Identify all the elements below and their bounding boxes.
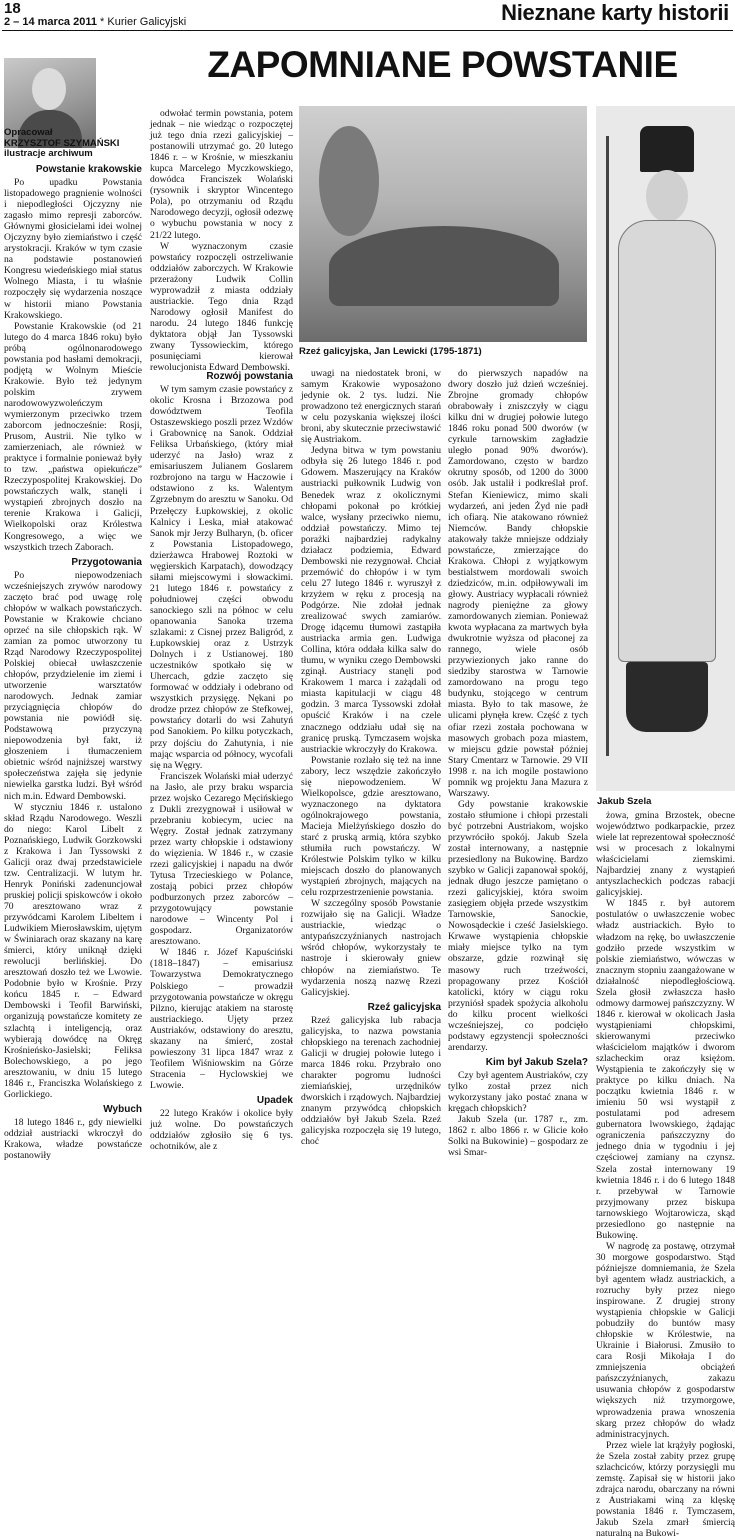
paragraph: Franciszek Wolański miał uderzyć na Jasło, ale przy braku wsparcia przez wojsko Cezarego Męcińskiego z Dukli zrezygnował i usiłował w przebraniu kobiecym, uciec na Węgry. Został jednak zatrzymany przez warty chłopskie i odstawiony do więzienia. W 1846 r., w czasie rzezi galicyjskiej i napadu na dwór Tytusa Trzecieskiego w Polance, zostają pobici przez chłopów podburzonych przez zaborców – przygotowujący powstanie narodowe – Wincenty Pol i gospodarz. Organizatorów aresztowano. [150, 770, 293, 948]
byline-credit: ilustracje archiwum [4, 148, 93, 159]
paragraph: do pierwszych napadów na dwory doszło już dzień wcześniej. Zbrojne gromady chłopów obrabowały i zniszczyły w ciągu kilku dni w drugiej połowie lutego 1846 roku ponad 500 dworów (w cyrkule tarnowskim zagładzie uległo ponad 90% dworów). Zamordowano, często w bardzo okrutny sposób, od 1200 do 3000 osób. Jak ustalił i podkreślał prof. Stefan Kieniewicz, mimo skali wydarzeń, ani jeden Żyd nie padł ich ofiarą. Nie atakowano również Niemców. Bandy chłopskie atakowały także mniejsze oddziały powstańcze, zmierzające do Krakowa. Chłopi z wyjątkowym bestialstwem mordowali swoich dziedziców, m.in. odpiłowywali im głowy. Austriacy wypłacali również nagrody pieniężne za głowy zamordowanych ziemian. Ponieważ kwota wypłacana za martwych była dwukrotnie wyższa od płaconej za rannego, wiele osób przywiezionych jako ranne do siedziby starostwa w Tarnowie zamordowano na progu tego budynku, stojącego w centrum miasta. Było to tak masowe, że ulicami płynęła krew. Część z tych ofiar rzezi została pochowana w masowych grobach poza miastem, w miejscu gdzie powstał później Stary Cmentarz w Tarnowie. 29 VII 1998 r. na ich mogile postawiono pomnik wg projektu Jana Mazura z Warszawy. [448, 368, 588, 799]
article-headline: ZAPOMNIANE POWSTANIE [207, 44, 678, 85]
subheading: Przygotowania [71, 556, 142, 568]
subheading: Kim był Jakub Szela? [485, 1056, 588, 1068]
byline [4, 128, 119, 160]
column-4 [448, 368, 588, 1159]
paragraph: Powstanie rozlało się też na inne zabory, lecz wszędzie zakończyło się niepowodzeniem. W Wielkopolsce, gdzie aresztowano, wyznaczonego na dyktatora ogólnokrajowego powstania, Macieja Mielżyńskiego doszło do starć z pruską armią, która szybko stłumiła ruch powstańczy. W Królestwie Polskim tylko w kilku miejscach doszło do planowanych wystąpień zbrojnych, mających na celu rozprzestrzenienie powstania. [301, 754, 441, 899]
portrait-head [646, 170, 688, 222]
issue-date [4, 16, 186, 28]
main-illustration-caption: Rzeź galicyjska, Jan Lewicki (1795-1871) [299, 346, 482, 357]
portrait-coat [618, 220, 716, 662]
paragraph: W styczniu 1846 r. ustalono skład Rządu Narodowego. Weszli do niego: Karol Libelt z Poznańskiego, Ludwik Gorzkowski z Krakowa i Jan Tyssowski z Galicji oraz dwaj przedstawiciele tzw. Centralizacji. W lutym hr. Henryk Poniński zadenuncjował pruskiej policji spiskowców i około 70 aresztowano wraz z przywódcami Karolem Libeltem i Ludwikiem Mierosławskim, ujętym w Świniarach oraz skazany na karę śmierci, który uniknął dzięki rewolucji berlińskiej. Do aresztowań doszło też we Lwowie. Podobnie było w Krośnie. Przy końcu 1845 r. – Edward Dembowski i Teofil Barwiński, organizują powstańcze komitety ze szlachtą i inteligencją, oraz wybierają dowódcę na Okręg Krośnieńsko-Jasielski; Feliksa Bolechowskiego, a po jego aresztowaniu, w dniu 15 lutego 1846 r., Franciszka Wolańskiego z Gorlickiego. [4, 801, 142, 1100]
paragraph: Powstanie Krakowskie (od 21 lutego do 4 marca 1846 roku) było próbą ogólnonarodowego powstania pod hasłami demokracji, podjętą w Wolnym Mieście Krakowie. Było też jedynym polskim zrywem narodowowyzwoleńczym wymierzonym przeciwko trzem zaborcom jednocześnie: Rosji, Prusom, Austrii. Nie tylko w zamierzeniach, ale również w praktyce i formalnie ponieważ były to tzw. „państwa opiekuńcze” Rzeczypospolitej Krakowskiej. Do powstańczych walk, stanęli i wystąpień zbrojnych doszło na terenie Krakowa i Galicji, Wielkopolski oraz Królestwa Kongresowego, a więc we wszystkich trzech Zaborach. [4, 320, 142, 553]
paragraph: W tym samym czasie powstańcy z okolic Krosna i Brzozowa pod dowództwem Teofila Ostaszewskiego poszli przez Wzdów i Grabownicę na Sanok. Oddział Feliksa Urbańskiego, (który miał uderzyć na Jasło) wraz z emisariuszem Julianem Goslarem rozbrojono na targu w Haczowie i odstawiono z ks. Walentym Zgrzebnym do aresztu w Sanoku. Od Przełęczy Łupkowskiej, z okolic Kalnicy i Leska, miał atakować Sanok mjr Jerzy Bulharyn, (b. oficer z Powstania Listopadowego, dzierżawca Hrabowej Roztoki w węgierskich Karpatach), dowodzący siłami miejscowymi i słowackimi. 21 lutego 1846 r. powstańcy z południowej części obwodu sanockiego szli na północ w celu opanowania Sanoka trzema szlakami: z Cisnej przez Baligród, z Łupkowskiej oraz z Ustrzyk Dolnych i z Ustianowej. 180 uczestników spotkało się w Uhercach, gdzie zaczęto się formować w oddziały i odebrano od wszystkich przysięgę. Nękani po drodze przez chłopów ze Stefkowej, powstańcy dotarli do wsi Zahutyń pod Sanokiem. Po kilku potyczkach, przy dojściu do Zahutynia, i nie mając wsparcia od północy, wycofali się na Węgry. [150, 384, 293, 771]
subheading: Upadek [256, 1095, 293, 1106]
paragraph: Jakub Szela (ur. 1787 r., zm. 1862 r. albo 1866 r. w Glicie koło Solki na Bukowinie) – gospodarz ze wsi Smar- [448, 1114, 588, 1159]
subheading: Rozwój powstania [206, 371, 293, 382]
subheading: Wybuch [103, 1103, 142, 1115]
portrait-hat [640, 126, 694, 172]
paragraph: W 1846 r. Józef Kapuściński (1818–1847) – emisariusz Towarzystwa Demokratycznego Polskiego – prowadził przygotowania powstańcze w okręgu Pilzno, kierując atakiem na starostę austriackiego. Ujęty przez Austriaków, odstawiony do aresztu, skazany na śmierć, został powieszony 31 lipca 1847 wraz z Teofilem Wiśniowskim na Górze Stracenia – Hyclowskiej we Lwowie. [150, 947, 293, 1091]
paragraph: Przez wiele lat krążyły pogłoski, że Szela został zabity przez grupę szlachciców, którzy porzysięgli mu zemstę. Zapisał się w historii jako zdrajca narodu, obarczany na równi z Austriakami winą za klęskę powstania 1846 r. Tymczasem, Jakub Szela zmarł śmiercią naturalną na Bukowi- [596, 1439, 735, 1539]
author-face [32, 68, 66, 110]
subheading: Powstanie krakowskie [35, 164, 142, 175]
paragraph: W nagrodę za postawę, otrzymał 30 morgowe gospodarstwo. Stąd późniejsze domniemania, że Szela był agentem władz austriackich, a rozruchy były przez niego inspirowane. Z drugiej strony wystąpienia chłopskie w Galicji pobudziły do buntów masy chłopskie w Królestwie, na Ukrainie i Białorusi. Zmusiło to cara Rosji Mikołaja I do zmniejszenia obciążeń pańszczyźnianych, zakazu usuwania chłopów z gospodarstw większych niż trzymorgowe, wprowadzenia prawa wnoszenia skarg przez chłopów do władz administracyjnych. [596, 1240, 735, 1440]
szela-portrait-caption: Jakub Szela [597, 796, 652, 807]
header-rule [2, 30, 733, 31]
paragraph: W szczególny sposób Powstanie rozwijało się na Galicji. Władze austriackie, wiedząc o antypańszczyźnianych nastrojach wśród chłopów, wykorzystały te nastroje i skierowały gniew chłopów na ziemiaństwo. Te wydarzenia noszą nazwę Rzezi Galicyjskiej. [301, 898, 441, 998]
paragraph: Po upadku Powstania listopadowego pragnienie wolności i niepodległości Ojczyzny nie zagasło mimo represji zaborców. Głównymi głosicielami idei wolnej Ojczyzny było ziemiaństwo i część arystokracji. Kraków w tym czasie na podstawie postanowień Kongresu wiedeńskiego miał status Wolnego Miasta, i tu właśnie rozpoczęły się wydarzenia noszące w historii miano Powstania Krakowskiego. [4, 177, 142, 321]
portrait-boots [626, 662, 708, 732]
paragraph: 18 lutego 1846 r., gdy niewielki oddział austriacki wkroczył do Krakowa, władze powstańcze postanowiły [4, 1116, 142, 1161]
date-text: 2 – 14 marca 2011 [4, 16, 97, 28]
paragraph: 22 lutego Kraków i okolice były już wolne. Do powstańczych oddziałów zgłosiło się 6 tys. ochotników, ale z [150, 1108, 293, 1153]
page-number: 18 [4, 0, 21, 17]
column-1 [4, 160, 142, 1161]
paragraph: W wyznaczonym czasie powstańcy rozpoczęli ostrzeliwanie oddziałów zaborczych. W Krakowie przerażony Ludwik Collin wyprowadził z miasta oddziały austriackie. Tego dnia Rząd Narodowy ogłosił Manifest do narodu. 24 lutego 1846 funkcję dyktatora objął Jan Tyssowski zwany Tyssowieckim, którego posunięciami kierował rewolucjonista Edward Dembowski. [150, 240, 293, 374]
paragraph: uwagi na niedostatek broni, w samym Krakowie wyposażono jedynie ok. 2 tys. ludzi. Nie prowadzono też energicznych starań w celu pozyskania większej ilości broni, aby skutecznie przeciwstawić się Austriakom. [301, 368, 441, 446]
subheading: Rzeź galicyjska [367, 1001, 441, 1013]
publication-name: * Kurier Galicyjski [100, 16, 187, 28]
szela-portrait [596, 106, 735, 791]
column-2 [150, 367, 293, 1153]
main-illustration [299, 106, 587, 342]
paragraph: Jedyna bitwa w tym powstaniu odbyła się 26 lutego 1846 r. pod Gdowem. Maszerujący na Kraków austriacki pułkownik Ludwig von Benedek wraz z okolicznymi chłopami pokonał po krótkiej walce, wysłany przeciwko niemu, oddział powstańczy. Mimo tej porażki najbardziej radykalny działacz podziemia, Edward Dembowski nie rezygnował. Chciał przemówić do chłopów i w tym celu 27 lutego 1846 r. wyruszył z krzyżem w ręku z procesją na Podgórze. Nie zdołał jednak zrealizować swych zamiarów. Drogę idącemu tłumowi zastąpiła austriacka armia gen. Ludwiga Collina, która oddała kilka salw do tłumu, w wyniku czego Dembowski zginął. Austriacy stanęli pod Krakowem 1 marca i zażądali od miasta kapitulacji w ciągu 48 godzin. 3 marca Tyssowski zdołał opuścić Kraków i na czele znacznego oddziału udał się na granicę pruską. Tymczasem wojska austriackie wkroczyły do Krakowa. [301, 445, 441, 755]
page-header [0, 0, 735, 30]
byline-author: KRZYSZTOF SZYMAŃSKI [4, 137, 120, 149]
illustration-crowd [329, 226, 559, 306]
paragraph: żowa, gmina Brzostek, obecne województwo podkarpackie, przez wiele lat reprezentował społeczność wsi w procesach z lokalnymi właścicielami ziemskimi. Najbardziej znany z wystąpień antyszlacheckich podczas rabacji galicyjskiej. [596, 810, 735, 899]
paragraph: Gdy powstanie krakowskie zostało stłumione i chłopi przestali być potrzebni Austriakom, wojsko przywróciło spokój. Jakub Szela został internowany, a następnie przesiedlony na Bukowinę. Bardzo szybko w Galicji zapanował spokój, jednak długo jeszcze pamiętano o rzezi galicyjskiej, która swoim zasięgiem objęła przede wszystkim Tarnowskie, Sanockie, Nowosądeckie i cześć Jasielskiego. Krwawe wystąpienia chłopskie miały miejsce tylko na tym obszarze, gdzie rozwinął się masowy ruch trzeźwości, propagowany przez Kościół katolicki, który w ciągu roku przyniósł spadek spożycia alkoholu do kilku procent wielkości wcześniejszej, co podcięło podstawy egzystencji społeczności arendarzy. [448, 798, 588, 1053]
section-title: Nieznane karty historii [501, 0, 729, 25]
paragraph: W 1845 r. był autorem postulatów o uwłaszczenie wobec władz austriackich. Było to władzom na rękę, bo uwłaszczenie godziło przede wszystkim w polskie ziemiaństwo, wówczas w znacznym stopniu zaangażowane w działalność niepodległościową. Szela głosił zwłaszcza hasło odmowy darmowej pańszczyzny. W 1846 r. kierował w okolicach Jasła wystąpieniami chłopskimi, skierowanymi przeciwko właścicielom majątków i dworom szlacheckim oraz księżom. Wystąpienia te zakończyły się w praktyce po kilku dniach. Na początku kwietnia 1846 r. w imieniu 50 wsi wystąpił z postulatami pod adresem gubernatora lwowskiego, żądając ograniczenia pańszczyzny do jednego dnia w tygodniu i jej częściowej zamiany na czynsz. Szela został internowany 19 kwietnia 1846 r. i do 6 lutego 1848 r. przebywał w Tarnowie przyjmowany przez biskupa tarnowskiego Wojtarowicza, skąd przesiedlono go następnie na Bukowinę. [596, 898, 735, 1241]
byline-label: Opracował [4, 127, 53, 138]
paragraph: Po niepowodzeniach wcześniejszych zrywów narodowy zaczęto brać pod uwagę rolę chłopów w walkach powstańczych. Powstanie w Krakowie chciano oprzeć na sile chłopskich rąk. W zamian za pomoc utworzony tu Rząd Narodowy Rzeczypospolitej Polskiej obiecał uwłaszczenie chłopów, przydzielenie im ziemi i utworzenie warsztatów narodowych. Jednak zamiar przyciągnięcia chłopów do powstania nie powiódł się. Podstawową przyczyną niepowodzenia był fakt, iż głoszeniem i tłumaczeniem obietnic wśród najniższej warstwy społeczeństwa zajęła się jedynie niewielka garstka ludzi. Był wśród nich m.in. Edward Dembowski. [4, 569, 142, 802]
paragraph: Czy był agentem Austriaków, czy tylko został przez nich wykorzystany jako postać znana w kręgach chłopskich? [448, 1069, 588, 1115]
column-2-top [150, 108, 293, 374]
column-3 [301, 368, 441, 1148]
paragraph: Rzeź galicyjska lub rabacja galicyjska, to nazwa powstania chłopskiego na terenach zachodniej Galicji w drugiej połowie lutego i marca 1846 roku. Przybrało ono charakter pogromu ludności ziemiańskiej, urzędników dworskich i rządowych. Najbardziej znanym przywódcą chłopskich oddziałów był Jakub Szela. Rzeź galicyjska rozpoczęła się 19 lutego, choć [301, 1014, 441, 1148]
portrait-staff [606, 136, 609, 756]
illustration-tree [319, 126, 379, 236]
paragraph: odwołać termin powstania, potem jednak – nie wiedząc o rozpoczętej już tego dnia rzezi galicyjskiej – postanowili utrzymać go. 20 lutego 1846 r. – w Krośnie, w mieszkaniu kupca Marcelego Myczkowskiego, dowódca Franciszek Wolański (rysownik i skryptor Wincentego Pola), po otrzymaniu od Rządu Narodowego decyzji, ogłosił odezwę o wybuchu powstania w nocy z 21/22 lutego. [150, 108, 293, 241]
column-5 [596, 810, 735, 1539]
